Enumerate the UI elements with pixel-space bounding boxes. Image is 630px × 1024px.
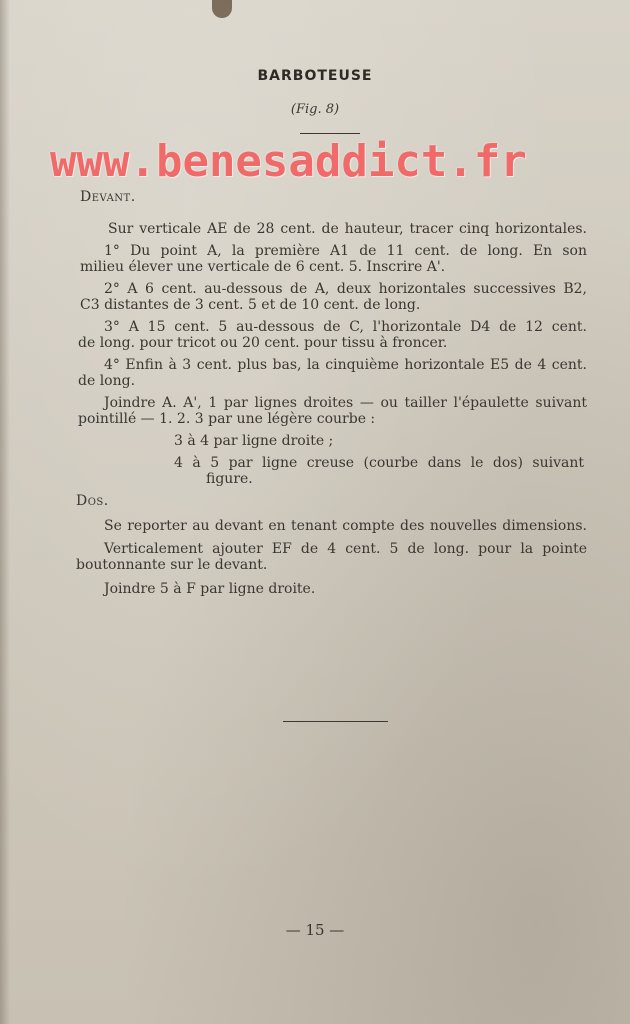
text-line: C3 distantes de 3 cent. 5 et de 10 cent. de long.: [80, 297, 421, 313]
text-line: Joindre 5 à F par ligne droite.: [104, 581, 316, 597]
text-line: 3° A 15 cent. 5 au-dessous de C, l'horizontale D4 de 12 cent.: [104, 319, 587, 335]
text-line: Verticalement ajouter EF de 4 cent. 5 de long. pour la pointe: [104, 541, 587, 557]
page-edge-shadow: [0, 0, 10, 1024]
text-line: 4 à 5 par ligne creuse (courbe dans le dos) suivant: [174, 455, 584, 471]
text-line: Joindre A. A', 1 par lignes droites — ou tailler l'épaulette suivant: [104, 395, 587, 411]
text-line: milieu élever une verticale de 6 cent. 5. Inscrire A'.: [80, 259, 446, 275]
text-line: pointillé — 1. 2. 3 par une légère courbe :: [78, 411, 376, 427]
text-line: Se reporter au devant en tenant compte des nouvelles dimensions.: [104, 518, 587, 534]
section-heading-dos: Dos.: [76, 493, 109, 509]
text-line: 3 à 4 par ligne droite ;: [174, 433, 334, 449]
page-title: BARBOTEUSE: [257, 68, 373, 84]
text-line: boutonnante sur le devant.: [76, 557, 268, 573]
text-line: de long.: [78, 373, 136, 389]
end-divider: [283, 721, 388, 722]
title-divider: [300, 133, 360, 134]
text-line: 2° A 6 cent. au-dessous de A, deux horizontales successives B2,: [104, 281, 587, 297]
section-heading-devant: Devant.: [80, 189, 136, 205]
text-line: 4° Enfin à 3 cent. plus bas, la cinquième horizontale E5 de 4 cent.: [104, 357, 587, 373]
paper-stain: [212, 0, 232, 18]
website-watermark: www.benesaddict.fr: [50, 136, 527, 187]
page-number: — 15 —: [285, 921, 345, 939]
text-line: figure.: [206, 471, 253, 487]
text-line: 1° Du point A, la première A1 de 11 cent. de long. En son: [104, 243, 587, 259]
figure-reference: (Fig. 8): [290, 102, 340, 117]
text-line: de long. pour tricot ou 20 cent. pour tissu à froncer.: [78, 335, 448, 351]
text-line: Sur verticale AE de 28 cent. de hauteur, tracer cinq horizontales.: [108, 221, 587, 237]
